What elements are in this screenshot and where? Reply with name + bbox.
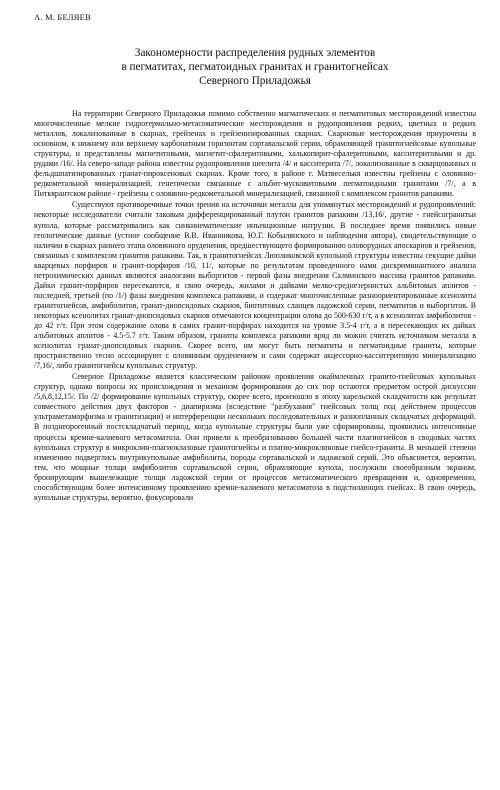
paragraph-1: На территории Северного Приладожья помимо собственно магматических и пегматитовых месторождений известны многочисленные мелкие гидротермально-метасоматические месторождения и рудопроявления редких, цветных и редких металлов, локализованные в скарнах, грейзенах и грейзенизированных скарнах. Скарновые месторождения приурочены в основном, к нижнему или верхнему карбонатным горизонтам сортавальской серии, обрамляющей гранитогнейсовые купольные структуры, и представлены магнетитовыми, магнетит-сфалеритовыми, халькопирит-сфалеритовыми, касситеритовыми и др. рудами /16/. На северо-западе района известны рудопроявления шеелита /4/ и касситерита /7/, локализованные в скварцованных и фельдшпатизированных гранат-пироксеновых скарнах. Кроме того, в районе г. Матвеселькя известны грейзены с оловянно-редкометальной минерализацией, генетически связанные с альбит-мусковитовыми пегматоидными гранитами /7/, а в Питкярантском районе - грейзены с оловянно-редкометальной минерализацией, связанной с комплексом гранитов рапакиви. [34, 109, 476, 199]
paragraph-2: Существуют противоречивые точки зрения на источники металла для упомянутых месторождений и рудопроявлений: некоторые исследователи считали таковым дифференцированный плутон гранитов рапакиви /13,16/, другие - гнейсогранитьи купола, которые рассматривались как синкинематические инъекционные интрузии. В последнее время появились новые геологические данные (устное сообщение В.В. Иванникова, Ю.Г. Кобылянского и наблюдения автора), свидетельствующие о наличии в скарнах раннего этапа оловянного оруденения, предшествующего формированию оловорудных апоскарнов и грейзенов, связанных с комплексом гранитов рапакиви. Так, в гранитогнейсах Люпликовской купольной структуры известны секущие дайки кварцевых порфиров и гранит-порфиров /10, 11/, которые по результатам проведенного нами дискриминантного анализа петрохимических данных являются аналогами выборгитов - первой фазы внедрения Салминского массива гранитов рапакиви. Дайки гранит-порфиров пересекаются, в свою очередь, жилами и дайками мелко-среднезернистых альбитовых аплитов - последней, третьей (по /1/) фазы внедрения комплекса рапакиви, и содержат многочисленные разноориентированные ксенолиты гранитогнейсов, амфиболитов, гранат-диопсидовых скарнов, биотитовых сланцев ладожской серии, пегматитов и выборгитов. В некоторых ксенолитах гранат-диопсидовых скарнов отмечаются концентрации олова до 500-630 г/т, а в ксенолитах амфиболитов - до 42 г/т. При этом содержание олова в самих гранит-порфирах находится на уровне 3.5-4 г/т, а в пересекающих их дайках альбитовых аплитов - 4.5-5.7 г/т. Таким образом, граниты комплекса рапакиви вряд ли можно считать источником металла в ксенолитах гранат-диопсидовых скарнов. Скорее всего, им могут быть пегматиты и пегматоидные граниты, которые пространственно тесно ассоциируют с оловянным оруденением и сами содержат акцессорно-касситеритовую минерализацию /7,16/, либо гранитогнейсы купольных структур. [34, 200, 476, 371]
paragraph-3: Северное Приладожье является классическим районом проявления окаймленных гранито-гнейсовых купольных структур, однако вопросы их происхождения и механизм формирования до сих пор остаются предметом острой дискуссии /5,6,8,12,15/. По /2/ формирование купольных структур, скорее всего, произошло в эпоху карельской складчатости как результат совместного действия двух факторов - диапиризма (вследствие "разбухания" гнейсовых толщ под действием процессов ультраметаморфизма и гранитизации) и интерференции нескольких последовательных и разнопланных складчатых деформаций. В позднеорогенный постскладчатый период, когда купольные структуры были уже сформированы, проявились интенсивные процессы кремне-калиевого метасоматоза. Они привели к преобразованию большей части плагиогнейсов в сводовых частях купольных структур в микроклин-плагиоклазовые гранитогнейсы и плагио-микроклиновые гнейсо-граниты. В меньшей степени изменению подверглись внутрикупольные амфиболиты, породы сортавальской и ладожской серий. Это объясняется, вероятно, тем, что мощные толщи амфиболитов сортавальской серии, обрамляющие купола, послужили своеобразным экраном, бронирующим вышележащие толщи ладожской серии от процессов метасоматического превращения и, одновременно, способствующим более интенсивному проявлению кремне-калиевого метасоматоза в подстилающих гнейсах. В свою очередь, купольные структуры, вероятно, фокусировали [34, 372, 476, 502]
article-title [34, 46, 476, 88]
title-line-2: в пегматитах, пегматоидных гранитах и гранитогнейсах [121, 61, 389, 73]
title-line-1: Закономерности распределения рудных элементов [134, 47, 376, 59]
article-body [34, 109, 476, 503]
title-line-3: Северного Приладожья [199, 75, 311, 87]
running-header-author: А. М. БЕЛЯЕВ [34, 12, 91, 22]
